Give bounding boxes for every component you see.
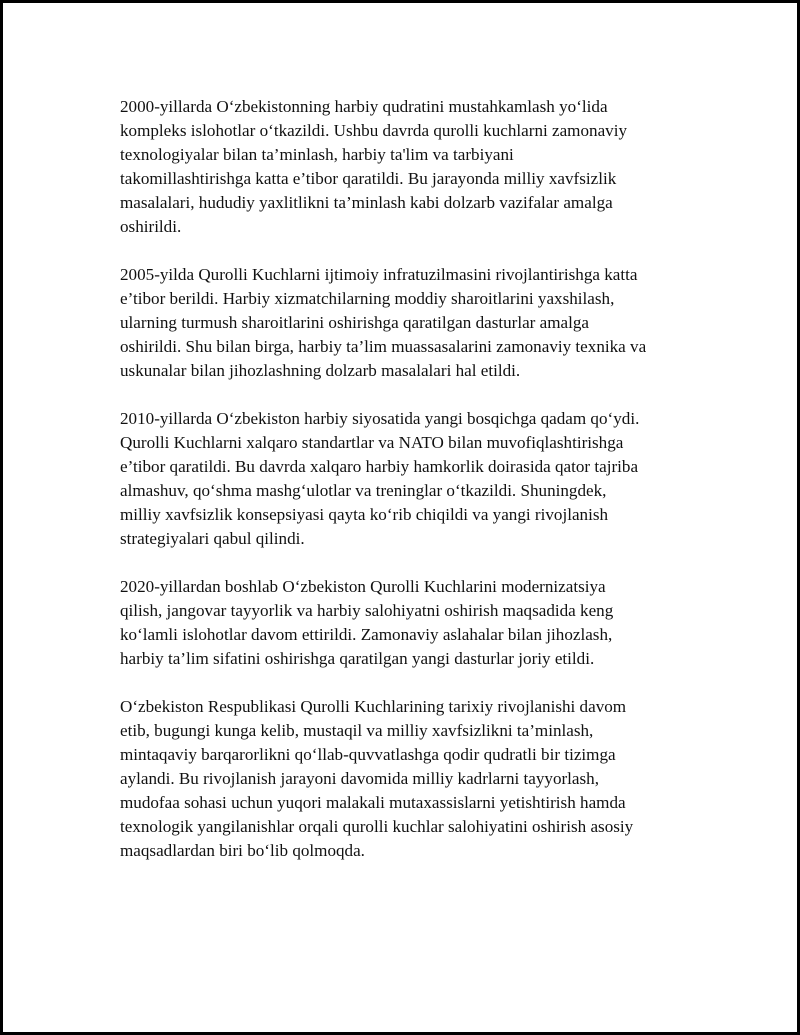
paragraph-2010s: 2010-yillarda O‘zbekiston harbiy siyosatida yangi bosqichga qadam qo‘ydi. Qurolli Kuchlarni xalqaro standartlar va NATO bilan muvofiqlashtirishga e’tibor qaratildi. Bu davrda xalqaro harbiy hamkorlik doirasida qator tajriba almashuv, qo‘shma mashg‘ulotlar va treninglar o‘tkazildi. Shuningdek, milliy xavfsizlik konsepsiyasi qayta ko‘rib chiqildi va yangi rivojlanish strategiyalari qabul qilindi.: [120, 409, 640, 548]
paragraph-2020s: 2020-yillardan boshlab O‘zbekiston Qurolli Kuchlarini modernizatsiya qilish, jangovar tayyorlik va harbiy salohiyatni oshirish maqsadida keng ko‘lamli islohotlar davom ettirildi. Zamonaviy aslahalar bilan jihozlash, harbiy ta’lim sifatini oshirishga qaratilgan yangi dasturlar joriy etildi.: [120, 577, 614, 668]
paragraph-conclusion: O‘zbekiston Respublikasi Qurolli Kuchlarining tarixiy rivojlanishi davom etib, bugungi kunga kelib, mustaqil va milliy xavfsizlikni ta’minlash, mintaqaviy barqarorlikni qo‘llab-quvvatlashga qodir qudratli bir tizimga aylandi. Bu rivojlanish jarayoni davomida milliy kadrlarni tayyorlash, mudofaa sohasi uchun yuqori malakali mutaxassislarni yetishtirish hamda texnologik yangilanishlar orqali qurolli kuchlar salohiyatini oshirish asosiy maqsadlardan biri bo‘lib qolmoqda.: [120, 697, 634, 860]
paragraph-2005: 2005-yilda Qurolli Kuchlarni ijtimoiy infratuzilmasini rivojlantirishga katta e’tibor berildi. Harbiy xizmatchilarning moddiy sharoitlarini yaxshilash, ularning turmush sharoitlarini oshirishga qaratilgan dasturlar amalga oshirildi. Shu bilan birga, harbiy ta’lim muassasalarini zamonaviy texnika va uskunalar bilan jihozlashning dolzarb masalalari hal etildi.: [120, 265, 647, 380]
paragraph-2000s: 2000-yillarda O‘zbekistonning harbiy qudratini mustahkamlash yo‘lida kompleks islohotlar o‘tkazildi. Ushbu davrda qurolli kuchlarni zamonaviy texnologiyalar bilan ta’minlash, harbiy ta'lim va tarbiyani takomillashtirishga katta e’tibor qaratildi. Bu jarayonda milliy xavfsizlik masalalari, hududiy yaxlitlikni ta’minlash kabi dolzarb vazifalar amalga oshirildi.: [120, 97, 628, 236]
document-body: [120, 95, 700, 887]
